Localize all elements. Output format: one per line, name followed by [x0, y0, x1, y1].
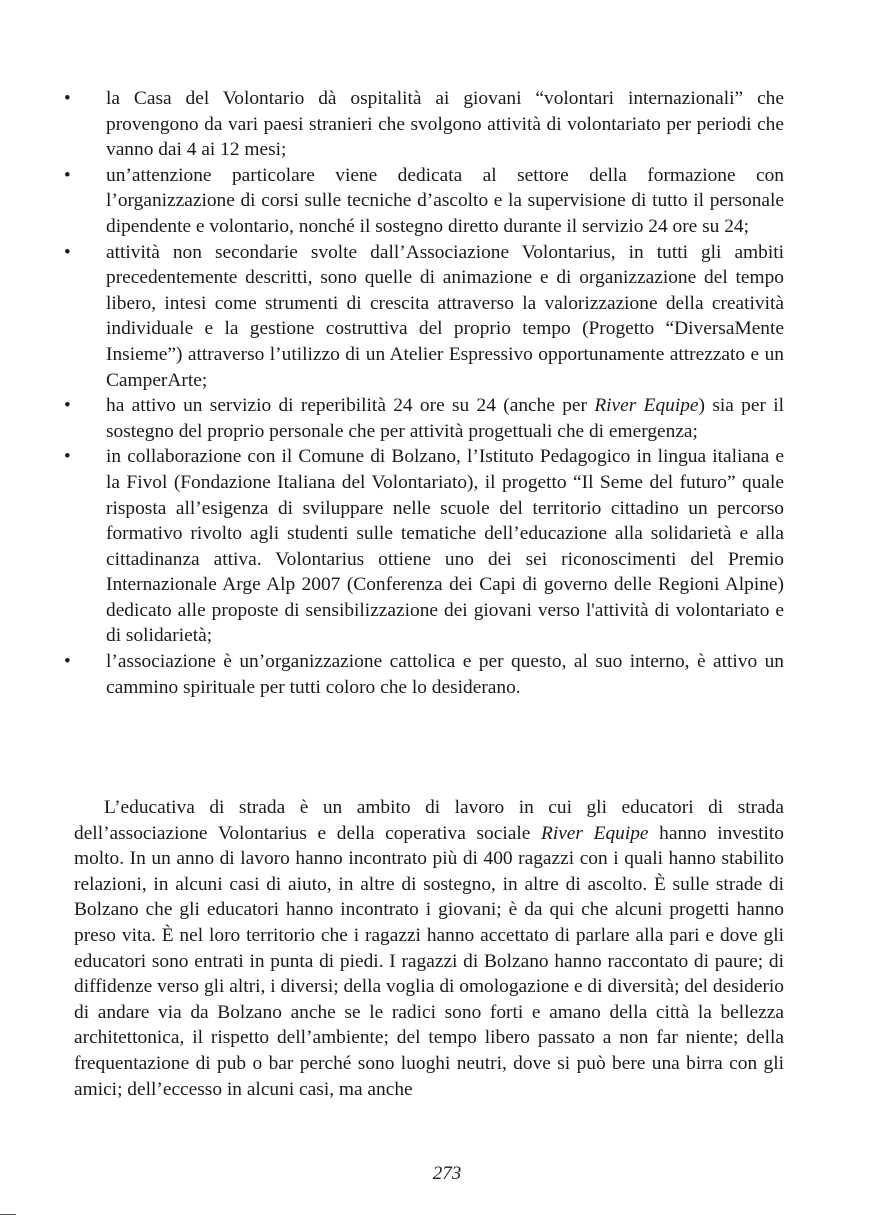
- bullet-item: [64, 240, 784, 394]
- body-paragraph: [74, 795, 784, 1102]
- bullet-text: l’associazione è un’organizzazione cattolica e per questo, al suo interno, è attivo un cammino spirituale per tutti coloro che lo desiderano.: [106, 651, 784, 698]
- bullet-item: [64, 649, 784, 700]
- bullet-text: attività non secondarie svolte dall’Associazione Volontarius, in tutti gli ambiti precedentemente descritti, sono quelle di animazione e di organizzazione del tempo libero, intesi come strumenti di crescita attraverso la valorizzazione della creatività individuale e la gestione costruttiva del proprio tempo (Progetto “DiversaMente Insieme”) attraverso l’utilizzo di un Atelier Espressivo opportunamente attrezzato e un CamperArte;: [106, 241, 784, 391]
- scan-edge-mark: [0, 1214, 16, 1215]
- bullet-text-italic: River Equipe: [594, 395, 699, 417]
- bullet-text: la Casa del Volontario dà ospitalità ai giovani “volontari internazionali” che provengono da vari paesi stranieri che svolgono attività di volontariato per periodi che vanno dai 4 ai 12 mesi;: [106, 88, 784, 161]
- bullet-item: [64, 393, 784, 444]
- bullet-marker: •: [64, 446, 71, 468]
- paragraph-text-italic: River Equipe: [540, 822, 649, 844]
- paragraph-text: L’educativa di strada è un ambito di lavoro in cui gli educatori di strada dell’associazione Volontarius e della coperativa sociale: [74, 797, 784, 844]
- page-number: 273: [432, 1163, 462, 1184]
- bullet-marker: •: [64, 241, 71, 263]
- bullet-text: un’attenzione particolare viene dedicata al settore della formazione con l’organizzazione di corsi sulle tecniche d’ascolto e la supervisione di tutto il personale dipendente e volontario, nonché il sostegno diretto durante il servizio 24 ore su 24;: [106, 164, 784, 237]
- bullet-text: in collaborazione con il Comune di Bolzano, l’Istituto Pedagogico in lingua italiana e la Fivol (Fondazione Italiana del Volontariato), il progetto “Il Seme del futuro” quale risposta all’esigenza di sviluppare nelle scuole del territorio cittadino un percorso formativo rivolto agli studenti sulle tematiche dell’educazione alla solidarietà e alla cittadinanza attiva. Volontarius ottiene uno dei sei riconoscimenti del Premio Internazionale Arge Alp 2007 (Conferenza dei Capi di governo delle Regioni Alpine) dedicato alle proposte di sensibilizzazione dei giovani verso l'attività di volontariato e di solidarietà;: [106, 446, 784, 647]
- bullet-item: [64, 86, 784, 163]
- bullet-list: [64, 86, 784, 700]
- bullet-marker: •: [64, 651, 71, 673]
- bullet-item: [64, 163, 784, 240]
- paragraph-text: hanno investito molto. In un anno di lavoro hanno incontrato più di 400 ragazzi con i quali hanno stabilito relazioni, in alcuni casi di aiuto, in altre di sostegno, in altre di ascolto. È sulle strade di Bolzano che gli educatori hanno incontrato i giovani; è da qui che alcuni progetti hanno preso vita. È nel loro territorio che i ragazzi hanno accettato di parlare alla pari e dove gli educatori sono entrati in punta di piedi. I ragazzi di Bolzano hanno raccontato di paure; di diffidenze verso gli altri, i diversi; della voglia di omologazione e di diversità; del desiderio di andare via da Bolzano anche se le radici sono forti e amano della città la bellezza architettonica, il rispetto dell’ambiente; del tempo libero passato a non far niente; della frequentazione di pub o bar perché sono luoghi neutri, dove si può bere una birra con gli amici; dell’eccesso in alcuni casi, ma anche: [74, 822, 784, 1100]
- bullet-marker: •: [64, 88, 71, 109]
- bullet-marker: •: [64, 395, 71, 417]
- bullet-text: ) sia per il sostegno del proprio personale che per attività progettuali che di emergenza;: [106, 395, 785, 442]
- bullet-item: [64, 444, 784, 649]
- bullet-marker: •: [64, 164, 71, 186]
- bullet-text: ha attivo un servizio di reperibilità 24 ore su 24 (anche per: [106, 395, 595, 417]
